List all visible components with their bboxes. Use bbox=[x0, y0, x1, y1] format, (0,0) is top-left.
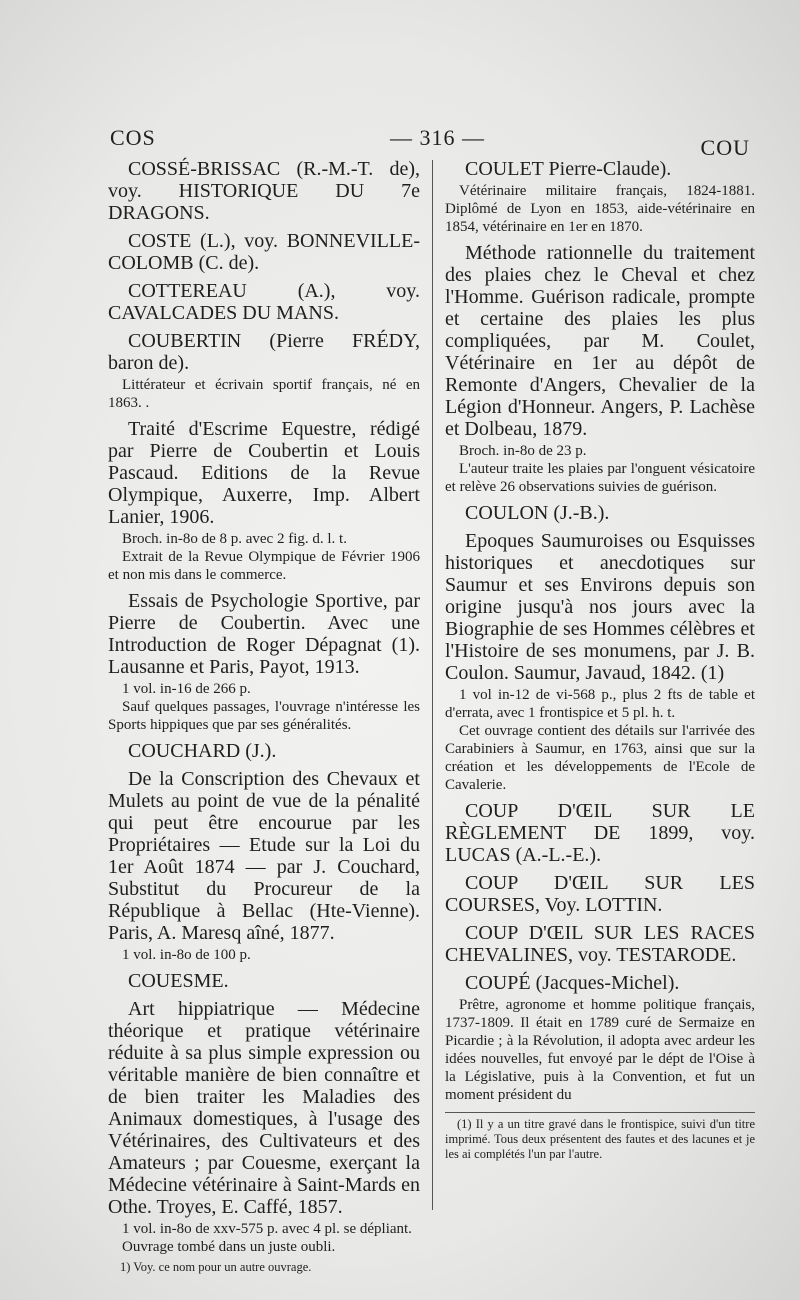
work-physical-description: 1 vol in-12 de vi-568 p., plus 2 fts de table et d'errata, avec 1 frontispice et 5 pl. h. t. bbox=[445, 687, 755, 721]
work-title: Epoques Saumuroises ou Esquisses historiques et anecdotiques sur Saumur et ses Environs depuis son origine jusqu'à nos jours avec la Biographie de ses Hommes célèbres et l'Histoire de ses monumens, par J. B. Coulon. Saumur, Javaud, 1842. (1) bbox=[445, 530, 755, 684]
work-physical-description: 1 vol. in-8o de 100 p. bbox=[122, 947, 251, 963]
footnote: 1) Voy. ce nom pour un autre ouvrage. bbox=[120, 1260, 312, 1274]
work-note: Cet ouvrage contient des détails sur l'arrivée des Carabiniers à Saumur, en 1763, ainsi que sur la création et les développements de l'Ecole de Cavalerie. bbox=[445, 723, 755, 793]
column-divider bbox=[432, 160, 433, 1210]
entry-heading: COUBERTIN (Pierre FRÉDY, baron de). bbox=[108, 330, 420, 374]
work-note: Sauf quelques passages, l'ouvrage n'intéresse les Sports hippiques que par ses généralités. bbox=[108, 699, 420, 733]
running-head-right: COU bbox=[700, 135, 750, 160]
work-physical-description: 1 vol. in-8o de xxv-575 p. avec 4 pl. se dépliant. bbox=[122, 1221, 412, 1237]
left-column bbox=[108, 158, 420, 1275]
entry-heading: COUP D'ŒIL SUR LE RÈGLEMENT DE 1899, voy. LUCAS (A.-L.-E.). bbox=[445, 800, 755, 866]
work-title: Art hippiatrique — Médecine théorique et pratique vétérinaire réduite à sa plus simple expression ou véritable manière de bien connaître et de bien traiter les Maladies des Animaux domestiques, à l'usage des Vétérinaires, des Cultivateurs et des Amateurs ; par Couesme, exerçant la Médecine vétérinaire à Saint-Mards en Othe. Troyes, E. Caffé, 1857. bbox=[108, 998, 420, 1218]
entry-description: Prêtre, agronome et homme politique français, 1737-1809. Il était en 1789 curé de Sermaize en Picardie ; à la Révolution, il adopta avec ardeur les idées nouvelles, fut envoyé par le dépt de l'Oise à la Législative, puis à la Convention, et fut un moment président du bbox=[445, 997, 755, 1103]
page-number: — 316 — bbox=[390, 125, 485, 150]
entry-heading: COULET Pierre-Claude). bbox=[465, 158, 672, 180]
work-note: Ouvrage tombé dans un juste oubli. bbox=[122, 1239, 336, 1255]
entry-heading: COUPÉ (Jacques-Michel). bbox=[465, 972, 680, 994]
entry-description: Vétérinaire militaire français, 1824-1881. Diplômé de Lyon en 1853, aide-vétérinaire en 1854, vétérinaire en 1er en 1870. bbox=[445, 183, 755, 235]
work-physical-description: Broch. in-8o de 23 p. bbox=[459, 443, 587, 459]
entry-heading: COULON (J.-B.). bbox=[465, 502, 610, 524]
entry-heading: COSTE (L.), voy. BONNEVILLE-COLOMB (C. de). bbox=[108, 230, 420, 274]
work-physical-description: 1 vol. in-16 de 266 p. bbox=[122, 681, 251, 697]
work-title: De la Conscription des Chevaux et Mulets au point de vue de la pénalité qui peut être encourue par les Propriétaires — Etude sur la Loi du 1er Août 1874 — par J. Couchard, Substitut du Procureur de la République à Bellac (Hte-Vienne). Paris, A. Maresq aîné, 1877. bbox=[108, 768, 420, 944]
footnote: (1) Il y a un titre gravé dans le frontispice, suivi d'un titre imprimé. Tous deux présentent des fautes et des lacunes et je les ai complétés l'un par l'autre. bbox=[445, 1117, 755, 1161]
work-physical-description: Broch. in-8o de 8 p. avec 2 fig. d. l. t. bbox=[122, 531, 347, 547]
work-note: Extrait de la Revue Olympique de Février 1906 et non mis dans le commerce. bbox=[108, 549, 420, 583]
work-title: Essais de Psychologie Sportive, par Pierre de Coubertin. Avec une Introduction de Roger Dépagnat (1). Lausanne et Paris, Payot, 1913. bbox=[108, 590, 420, 678]
right-column bbox=[445, 158, 755, 1162]
running-head-left: COS bbox=[110, 125, 156, 150]
entry-heading: COUESME. bbox=[128, 970, 229, 992]
entry-description: Littérateur et écrivain sportif français, né en 1863. . bbox=[108, 377, 420, 411]
running-head bbox=[110, 125, 750, 160]
entry-heading: COTTEREAU (A.), voy. CAVALCADES DU MANS. bbox=[108, 280, 420, 324]
entry-heading: COUCHARD (J.). bbox=[128, 740, 277, 762]
work-note: L'auteur traite les plaies par l'onguent vésicatoire et relève 26 observations suivies de guérison. bbox=[445, 461, 755, 495]
footnote-rule bbox=[445, 1112, 755, 1113]
entry-heading: COUP D'ŒIL SUR LES COURSES, Voy. LOTTIN. bbox=[445, 872, 755, 916]
work-title: Traité d'Escrime Equestre, rédigé par Pierre de Coubertin et Louis Pascaud. Editions de la Revue Olympique, Auxerre, Imp. Albert Lanier, 1906. bbox=[108, 418, 420, 528]
work-title: Méthode rationnelle du traitement des plaies chez le Cheval et chez l'Homme. Guérison radicale, prompte et certaine des plaies les plus compliquées, par M. Coulet, Vétérinaire en 1er au dépôt de Remonte d'Angers, Chevalier de la Légion d'Honneur. Angers, P. Lachèse et Dolbeau, 1879. bbox=[445, 242, 755, 440]
entry-heading: COSSÉ-BRISSAC (R.-M.-T. de), voy. HISTORIQUE DU 7e DRAGONS. bbox=[108, 158, 420, 224]
entry-heading: COUP D'ŒIL SUR LES RACES CHEVALINES, voy. TESTARODE. bbox=[445, 922, 755, 966]
